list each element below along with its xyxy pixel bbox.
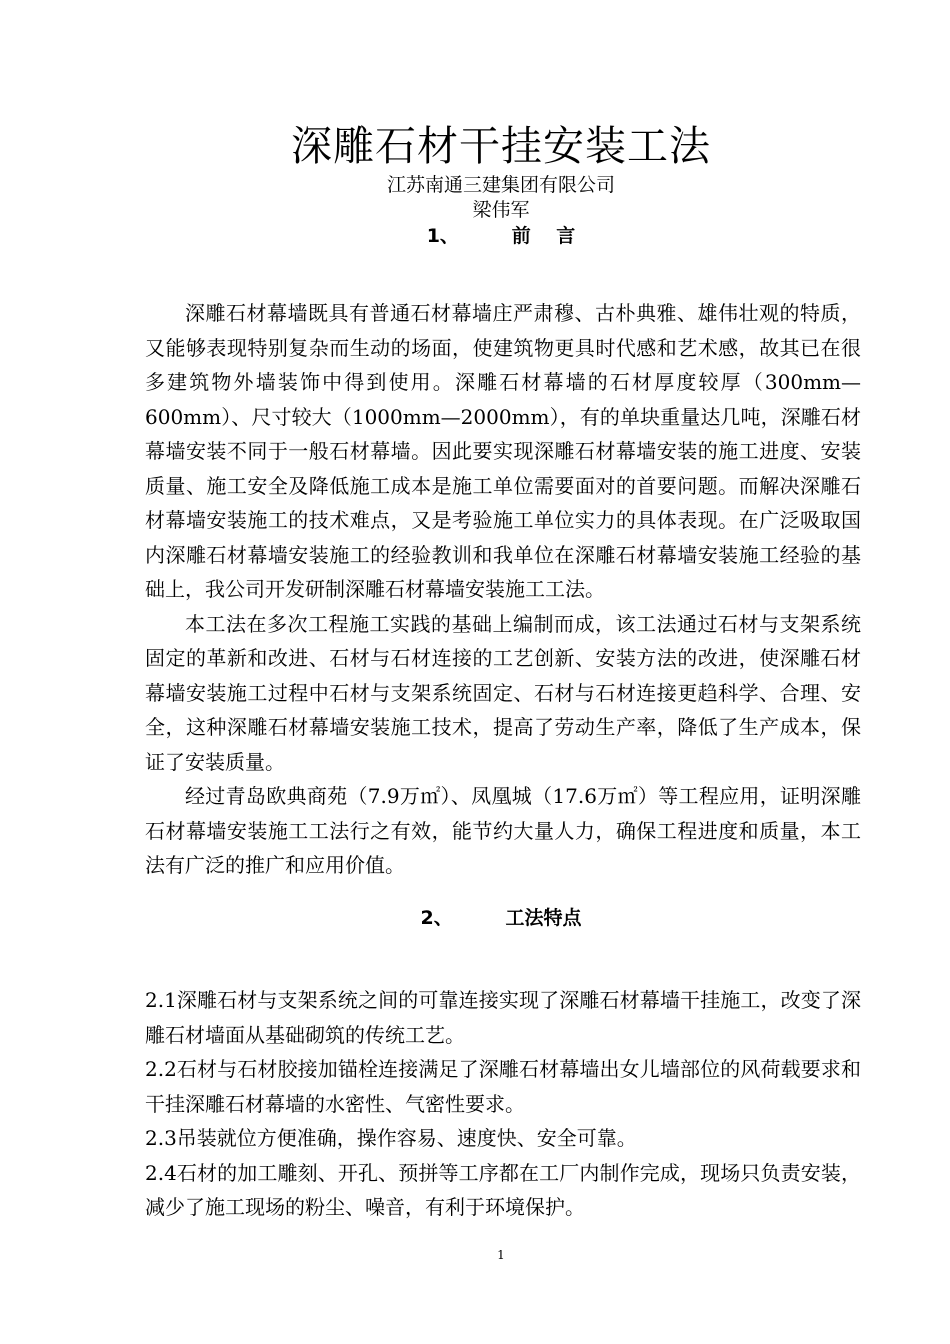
section-2-heading: [0, 905, 950, 931]
section-2-body: [145, 983, 861, 1225]
company-name: 江苏南通三建集团有限公司: [386, 174, 615, 196]
section-2-number: 2、: [420, 907, 453, 929]
document-title: 深雕石材干挂安装工法: [291, 122, 711, 170]
paragraph: 深雕石材幕墙既具有普通石材幕墙庄严肃穆、古朴典雅、雄伟壮观的特质，又能够表现特别复杂而生动的场面，使建筑物更具时代感和艺术感，故其已在很多建筑物外墙装饰中得到使用。深雕石材幕墙的石材厚度较厚（300mm—600mm）、尺寸较大（1000mm—2000mm），有的单块重量达几吨，深雕石材幕墙安装不同于一般石材幕墙。因此要实现深雕石材幕墙安装的施工进度、安装质量、施工安全及降低施工成本是施工单位需要面对的首要问题。而解决深雕石材幕墙安装施工的技术难点，又是考验施工单位实力的具体表现。在广泛吸取国内深雕石材幕墙安装施工的经验教训和我单位在深雕石材幕墙安装施工经验的基础上，我公司开发研制深雕石材幕墙安装施工工法。: [145, 301, 861, 601]
section-1-number: 1、: [426, 225, 459, 247]
section-2-title: 工法特点: [505, 907, 582, 929]
section-1-body: [145, 296, 861, 883]
section-1-heading: [0, 223, 950, 249]
page-number: 1: [497, 1248, 505, 1262]
list-item: 2.4石材的加工雕刻、开孔、预拼等工序都在工厂内制作完成，现场只负责安装，减少了施工现场的粉尘、噪音，有利于环境保护。: [145, 1160, 861, 1219]
author-name: 梁伟军: [472, 199, 530, 221]
paragraph: 经过青岛欧典商苑（7.9万㎡）、凤凰城（17.6万㎡）等工程应用，证明深雕石材幕墙安装施工工法行之有效，能节约大量人力，确保工程进度和质量，本工法有广泛的推广和应用价值。: [145, 784, 861, 877]
paragraph: 本工法在多次工程施工实践的基础上编制而成，该工法通过石材与支架系统固定的革新和改进、石材与石材连接的工艺创新、安装方法的改进，使深雕石材幕墙安装施工过程中石材与支架系统固定、石材与石材连接更趋科学、合理、安全，这种深雕石材幕墙安装施工技术，提高了劳动生产率，降低了生产成本，保证了安装质量。: [145, 611, 861, 774]
list-item: 2.3吊装就位方便准确，操作容易、速度快、安全可靠。: [145, 1126, 637, 1150]
section-1-title: 前 言: [511, 225, 576, 247]
list-item: 2.2石材与石材胶接加锚栓连接满足了深雕石材幕墙出女儿墙部位的风荷载要求和干挂深雕石材幕墙的水密性、气密性要求。: [145, 1057, 861, 1116]
list-item: 2.1深雕石材与支架系统之间的可靠连接实现了深雕石材幕墙干挂施工，改变了深雕石材墙面从基础砌筑的传统工艺。: [145, 988, 861, 1047]
